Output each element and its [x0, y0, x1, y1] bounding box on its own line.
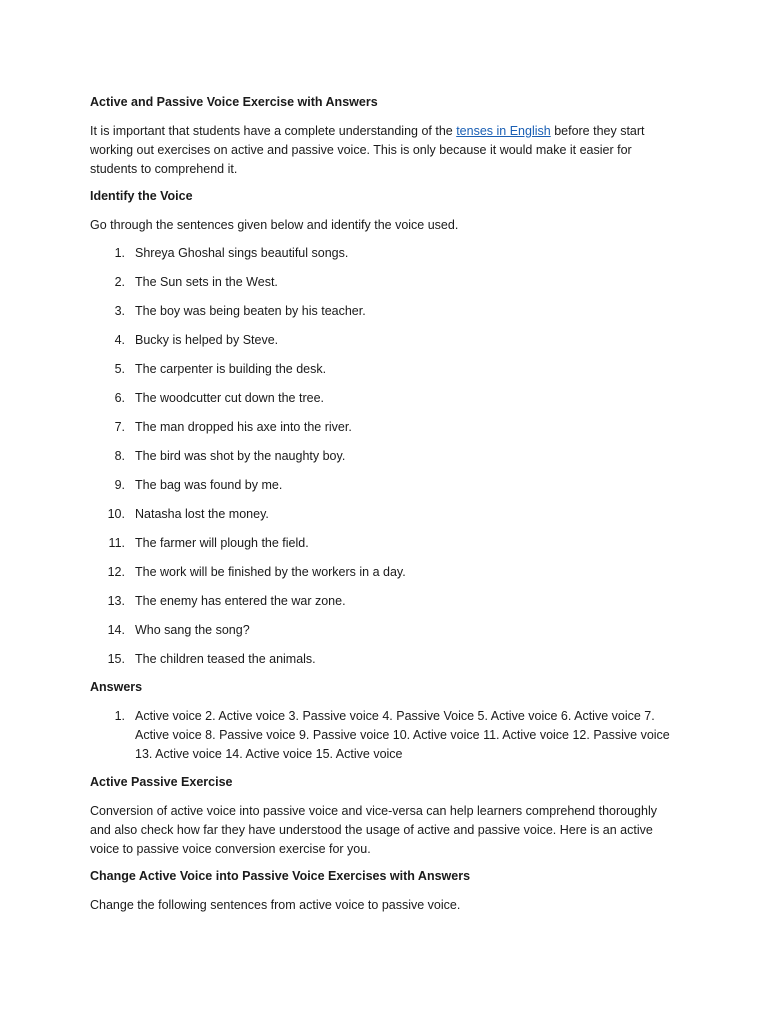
list-item [90, 476, 678, 495]
change-heading: Change Active Voice into Passive Voice Exercises with Answers [90, 869, 471, 883]
list-number: 6. [114, 391, 125, 405]
sentence-list [90, 244, 678, 669]
list-number: 13. [107, 594, 125, 608]
list-item [90, 360, 678, 379]
list-number: 7. [114, 420, 125, 434]
answers-heading: Answers [90, 680, 143, 694]
list-item [90, 389, 678, 408]
list-item [90, 707, 678, 764]
list-item [90, 534, 678, 553]
list-number: 11. [108, 536, 125, 550]
list-number: 1. [114, 246, 125, 260]
list-number: 2. [114, 275, 125, 289]
list-number: 4. [114, 333, 125, 347]
intro-paragraph [90, 122, 678, 179]
sentence-text: The woodcutter cut down the tree. [135, 391, 324, 405]
sentence-text: Bucky is helped by Steve. [135, 333, 279, 347]
identify-instruction: Go through the sentences given below and identify the voice used. [90, 218, 459, 232]
sentence-text: The farmer will plough the field. [135, 536, 309, 550]
list-number: 8. [114, 449, 125, 463]
list-item [90, 244, 678, 263]
intro-text-before: It is important that students have a complete understanding of the [90, 124, 457, 138]
list-number: 15. [107, 652, 125, 666]
active-passive-paragraph: Conversion of active voice into passive voice and vice-versa can help learners comprehend thoroughly and also check how far they have understood the usage of active and passive voice. Here is an active voice to passive voice conversion exercise for you. [90, 804, 657, 856]
sentence-text: Shreya Ghoshal sings beautiful songs. [135, 246, 349, 260]
answers-list [90, 707, 678, 764]
list-item [90, 418, 678, 437]
intro-text-after: before they start working out exercises on active and passive voice. This is only because it would make it easier for students to comprehend it. [90, 124, 645, 176]
sentence-text: The bird was shot by the naughty boy. [135, 449, 346, 463]
list-number: 10. [107, 507, 125, 521]
sentence-text: The Sun sets in the West. [135, 275, 278, 289]
sentence-text: The children teased the animals. [135, 652, 316, 666]
list-item [90, 592, 678, 611]
list-number: 1. [114, 709, 125, 723]
change-instruction: Change the following sentences from active voice to passive voice. [90, 898, 461, 912]
list-item [90, 650, 678, 669]
sentence-text: Who sang the song? [135, 623, 250, 637]
list-number: 14. [107, 623, 125, 637]
list-item [90, 563, 678, 582]
list-item [90, 273, 678, 292]
list-item [90, 331, 678, 350]
sentence-text: The man dropped his axe into the river. [135, 420, 352, 434]
identify-heading: Identify the Voice [90, 189, 193, 203]
sentence-text: The bag was found by me. [135, 478, 283, 492]
list-number: 5. [114, 362, 125, 376]
tenses-link[interactable]: tenses in English [456, 124, 551, 138]
sentence-text: The work will be finished by the workers in a day. [135, 565, 406, 579]
answers-text: Active voice 2. Active voice 3. Passive voice 4. Passive Voice 5. Active voice 6. Active voice 7. Active voice 8. Passive voice 9. Passive voice 10. Active voice 11. Active voice 12. Passive voice 13. Active voice 14. Active voice 15. Active voice [135, 709, 670, 761]
list-number: 12. [107, 565, 125, 579]
sentence-text: The boy was being beaten by his teacher. [135, 304, 366, 318]
sentence-text: Natasha lost the money. [135, 507, 269, 521]
sentence-text: The carpenter is building the desk. [135, 362, 327, 376]
active-passive-heading: Active Passive Exercise [90, 775, 233, 789]
sentence-text: The enemy has entered the war zone. [135, 594, 346, 608]
list-number: 3. [114, 304, 125, 318]
page-title: Active and Passive Voice Exercise with Answers [90, 95, 378, 109]
list-item [90, 447, 678, 466]
list-item [90, 621, 678, 640]
list-number: 9. [114, 478, 125, 492]
list-item [90, 302, 678, 321]
list-item [90, 505, 678, 524]
